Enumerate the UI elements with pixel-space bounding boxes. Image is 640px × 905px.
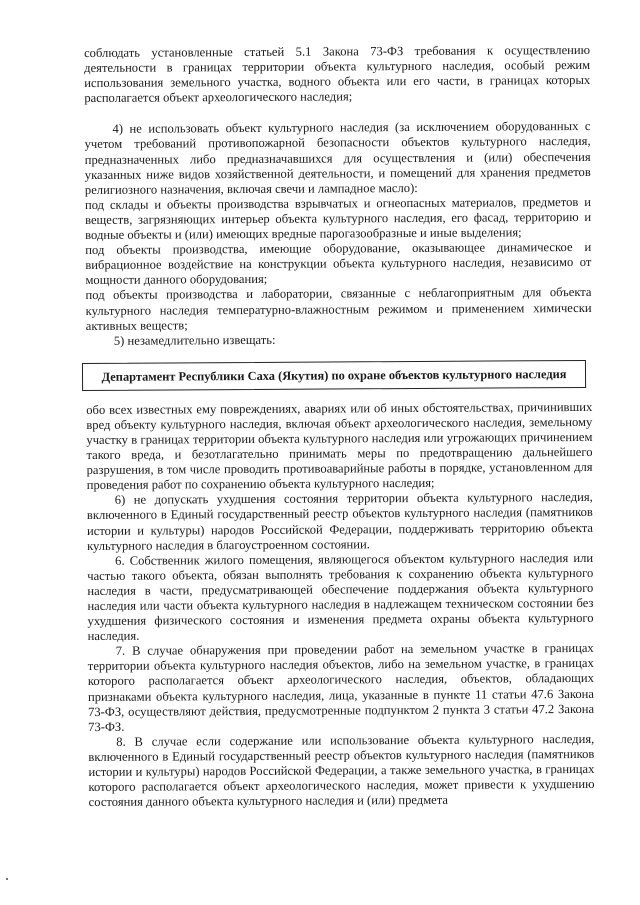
paragraph-item-6: 6) не допускать ухудшения состояния территории объекта культурного наследия, включенного в Единый государственный реестр объектов культурного наследия (памятников истории и культуры) народов Российской Федерации, поддерживать территорию объекта культурного наследия в благоустроенном состоянии. bbox=[86, 490, 593, 553]
paragraph-item-5: 5) незамедлительно извещать: bbox=[113, 332, 276, 348]
scan-artifact bbox=[6, 878, 8, 880]
paragraph-damage-notification: обо всех известных ему повреждениях, авариях или об иных обстоятельствах, причинивших вред объекту культурного наследия, включая объект археологического наследия, земельному участку в границах территории объекта культурного наследия или угрожающих причинением такого вреда, и безотлагательно принимать меры по предотвращению дальнейшего разрушения, в том числе проводить противоаварийные работы в порядке, установленном для проведения работ по сохранению объекта культурного наследия; bbox=[86, 399, 593, 493]
paragraph-warehouses: под склады и объекты производства взрывчатых и огнеопасных материалов, предметов и веществ, загрязняющих интерьер объекта культурного наследия, его фасад, территорию и водные объекты и (или) имеющих вредные парогазообразные и иные выделения; bbox=[84, 194, 592, 243]
paragraph-clause-6: 6. Собственник жилого помещения, являющегося объектом культурного наследия или частью такого объекта, обязан выполнять требования к сохранению объекта культурного наследия в части, предусматривающей обеспечение поддержания объекта культурного наследия или части объекта культурного наследия в надлежащем техническом состоянии без ухудшения физического состояния и изменения предмета охраны объекта культурного наследия. bbox=[87, 550, 594, 644]
department-name-box: Департамент Республики Саха (Якутия) по охране объектов культурного наследия bbox=[82, 360, 586, 391]
paragraph-archaeological-requirements: соблюдать установленные статьей 5.1 Закона 73-ФЗ требования к осуществлению деятельности в границах территории объекта культурного наследия, особый режим использования земельного участка, водного объекта или его части, в границах которых располагается объект археологического наследия; bbox=[84, 42, 591, 106]
paragraph-laboratories: под объекты производства и лаборатории, связанные с неблагоприятным для объекта культурного наследия температурно-влажностным режимом и применением химически активных веществ; bbox=[85, 285, 592, 333]
paragraph-clause-7: 7. В случае обнаружения при проведении работ на земельном участке в границах территории объекта культурного наследия объектов, либо на земельном участке, в границах которого располагается объект археологического наследия, объектов, обладающих признаками объекта культурного наследия, лица, указанные в пункте 11 статьи 47.6 Закона 73-ФЗ, осуществляют действия, предусмотренные подпунктом 2 пункта 3 статьи 47.2 Закона 73-ФЗ. bbox=[87, 641, 595, 734]
document-page bbox=[84, 43, 595, 810]
paragraph-item-4: 4) не использовать объект культурного наследия (за исключением оборудованных с учетом требований противопожарной безопасности объектов культурного наследия, предназначенных либо предназначавшихся для осуществления и (или) обеспечения указанных ниже видов хозяйственной деятельности, и помещений для хранения предметов религиозного назначения, включая свечи и лампадное масло): bbox=[84, 119, 591, 197]
paragraph-clause-8: 8. В случае если содержание или использование объекта культурного наследия, включенного в Единый государственный реестр объектов культурного наследия (памятников истории и культуры) народов Российской Федерации, а также земельного участка, в границах которого располагается объект археологического наследия, может привести к ухудшению состояния данного объекта культурного наследия и (или) предмета bbox=[88, 731, 595, 810]
paragraph-production-equipment: под объекты производства, имеющие оборудование, оказывающее динамическое и вибрационное воздействие на конструкции объекта культурного наследия, независимо от мощности данного оборудования; bbox=[85, 240, 592, 288]
